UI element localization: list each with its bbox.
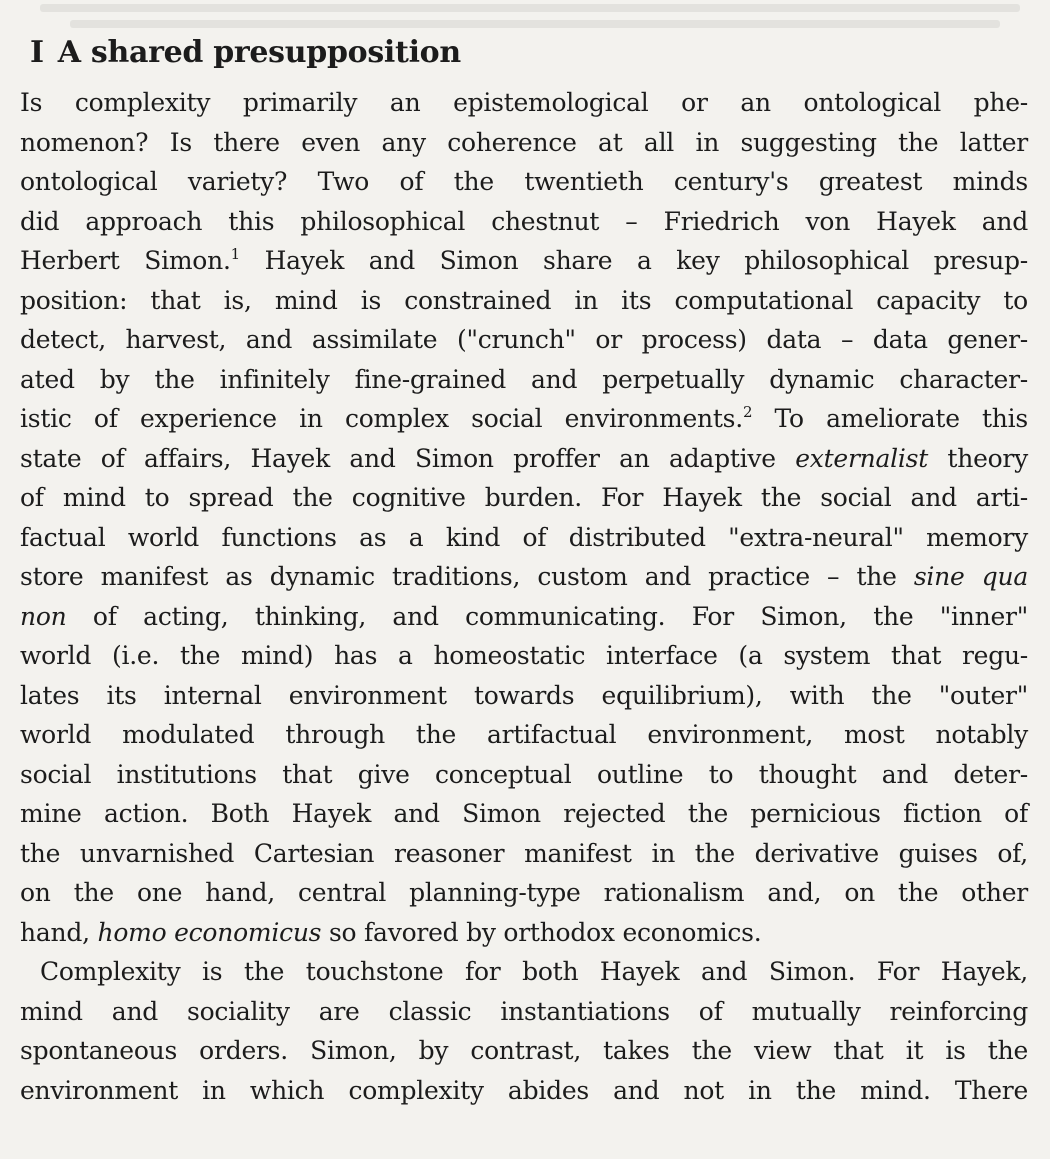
text-run: store manifest as dynamic traditions, custom and practice – the bbox=[20, 562, 914, 591]
text-line: on the one hand, central planning-type rationalism and, on the other bbox=[20, 878, 1028, 907]
paragraph-1 bbox=[20, 83, 1028, 952]
italic-term: sine qua bbox=[913, 562, 1028, 591]
section-title: A shared presupposition bbox=[57, 35, 461, 70]
section-heading bbox=[30, 30, 1028, 76]
text-run: theory bbox=[928, 443, 1028, 473]
text-line: world (i.e. the mind) has a homeostatic interface (a system that regu- bbox=[20, 641, 1028, 670]
footnote-marker-1[interactable]: 1 bbox=[230, 245, 240, 263]
text-line bbox=[20, 557, 1028, 597]
text-run: state of affairs, Hayek and Simon proffer an adaptive bbox=[20, 443, 796, 473]
text-line bbox=[20, 241, 1028, 281]
text-run: hand, bbox=[20, 917, 98, 947]
text-line bbox=[20, 439, 1028, 479]
paragraph-2 bbox=[20, 952, 1028, 1110]
text-line: ated by the infinitely fine-grained and perpetually dynamic character- bbox=[20, 364, 1028, 394]
text-line: factual world functions as a kind of distributed "extra-neural" memory bbox=[20, 522, 1028, 552]
text-line: Is complexity primarily an epistemological or an ontological phe- bbox=[20, 88, 1028, 117]
text-line: of mind to spread the cognitive burden. For Hayek the social and arti- bbox=[20, 483, 1028, 512]
section-number: I bbox=[30, 35, 44, 70]
text-line: ontological variety? Two of the twentieth century's greatest minds bbox=[20, 167, 1028, 196]
text-run: Herbert Simon. bbox=[20, 246, 231, 275]
text-run: To ameliorate this bbox=[752, 404, 1028, 433]
text-line: the unvarnished Cartesian reasoner manifest in the derivative guises of, bbox=[20, 838, 1028, 868]
footnote-marker-2[interactable]: 2 bbox=[742, 403, 753, 421]
text-line bbox=[20, 597, 1028, 637]
text-line: Complexity is the touchstone for both Hayek and Simon. For Hayek, bbox=[40, 957, 1028, 986]
text-line: spontaneous orders. Simon, by contrast, takes the view that it is the bbox=[20, 1036, 1028, 1065]
text-line bbox=[20, 399, 1028, 439]
book-page bbox=[20, 30, 1028, 1110]
italic-term: homo economicus bbox=[97, 917, 322, 947]
text-line: did approach this philosophical chestnut – Friedrich von Hayek and bbox=[20, 206, 1028, 236]
text-line: nomenon? Is there even any coherence at all in suggesting the latter bbox=[20, 127, 1028, 157]
text-line: environment in which complexity abides and not in the mind. There bbox=[20, 1075, 1028, 1105]
text-line: detect, harvest, and assimilate ("crunch" or process) data – data gener- bbox=[20, 325, 1028, 354]
text-run: istic of experience in complex social environments. bbox=[20, 404, 743, 433]
text-line: lates its internal environment towards equilibrium), with the "outer" bbox=[20, 680, 1028, 710]
text-run: Hayek and Simon share a key philosophical presup- bbox=[239, 246, 1028, 275]
text-line bbox=[20, 913, 1028, 953]
text-line: mind and sociality are classic instantiations of mutually reinforcing bbox=[20, 996, 1028, 1026]
italic-term: externalist bbox=[795, 443, 929, 473]
text-line: position: that is, mind is constrained in its computational capacity to bbox=[20, 285, 1028, 315]
text-run: of acting, thinking, and communicating. For Simon, the "inner" bbox=[66, 601, 1028, 631]
text-line: social institutions that give conceptual outline to thought and deter- bbox=[20, 759, 1028, 789]
italic-term: non bbox=[20, 601, 67, 631]
text-line: mine action. Both Hayek and Simon rejected the pernicious fiction of bbox=[20, 799, 1028, 828]
text-line: world modulated through the artifactual environment, most notably bbox=[20, 720, 1028, 749]
text-run: so favored by orthodox economics. bbox=[321, 917, 762, 947]
